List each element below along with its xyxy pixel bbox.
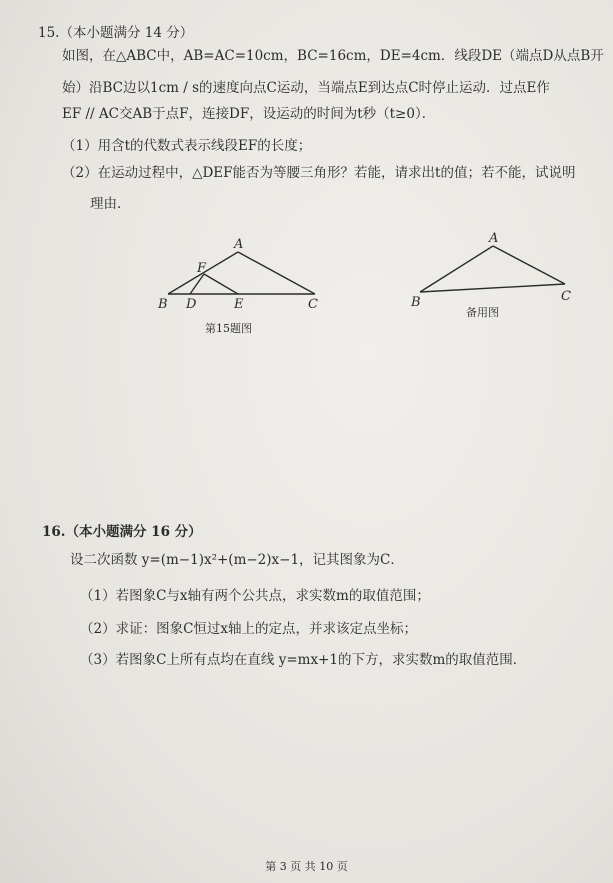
spare-label-c: C: [561, 289, 571, 304]
q16-part1: （1）若图象C与x轴有两个公共点，求实数m的取值范围；: [80, 588, 430, 604]
label-e: E: [234, 297, 244, 312]
q15-part2b: 理由．: [90, 196, 131, 212]
label-d: D: [186, 297, 197, 312]
figure-caption: 第15题图: [205, 322, 252, 335]
q15-figure: [150, 232, 330, 322]
q15-line3: EF // AC交AB于点F，连接DF，设运动的时间为t秒（t≥0）．: [62, 106, 436, 122]
spare-segment-bc: [420, 284, 565, 292]
q15-part1: （1）用含t的代数式表示线段EF的长度；: [62, 138, 312, 154]
q16-intro: 设二次函数 y=(m−1)x²+(m−2)x−1，记其图象为C．: [70, 552, 404, 568]
label-a: A: [234, 237, 244, 252]
q16-part3: （3）若图象C上所有点均在直线 y=mx+1的下方，求实数m的取值范围．: [80, 652, 527, 668]
q15-line2: 始）沿BC边以1cm / s的速度向点C运动，当端点E到达点C时停止运动．过点E作: [62, 80, 550, 96]
page-footer: 第 3 页 共 10 页: [265, 860, 348, 873]
q15-part2a: （2）在运动过程中，△DEF能否为等腰三角形？若能，请求出t的值；若不能，试说明: [62, 165, 576, 181]
q15-line1: 如图，在△ABC中，AB=AC=10cm，BC=16cm，DE=4cm．线段DE（端点D从点B开: [62, 48, 604, 64]
segment-ac: [238, 252, 315, 294]
label-f: F: [197, 261, 207, 276]
segment-ef: [204, 274, 238, 294]
q16-part2: （2）求证：图象C恒过x轴上的定点，并求该定点坐标；: [80, 621, 418, 637]
spare-caption: 备用图: [466, 306, 499, 319]
label-b: B: [158, 297, 168, 312]
spare-segment-ac: [493, 246, 565, 284]
spare-label-b: B: [411, 295, 421, 310]
label-c: C: [308, 297, 318, 312]
q16-header: 16.（本小题满分 16 分）: [42, 524, 202, 540]
q15-header: 15.（本小题满分 14 分）: [38, 25, 194, 41]
spare-label-a: A: [489, 231, 499, 246]
spare-segment-ab: [420, 246, 493, 292]
